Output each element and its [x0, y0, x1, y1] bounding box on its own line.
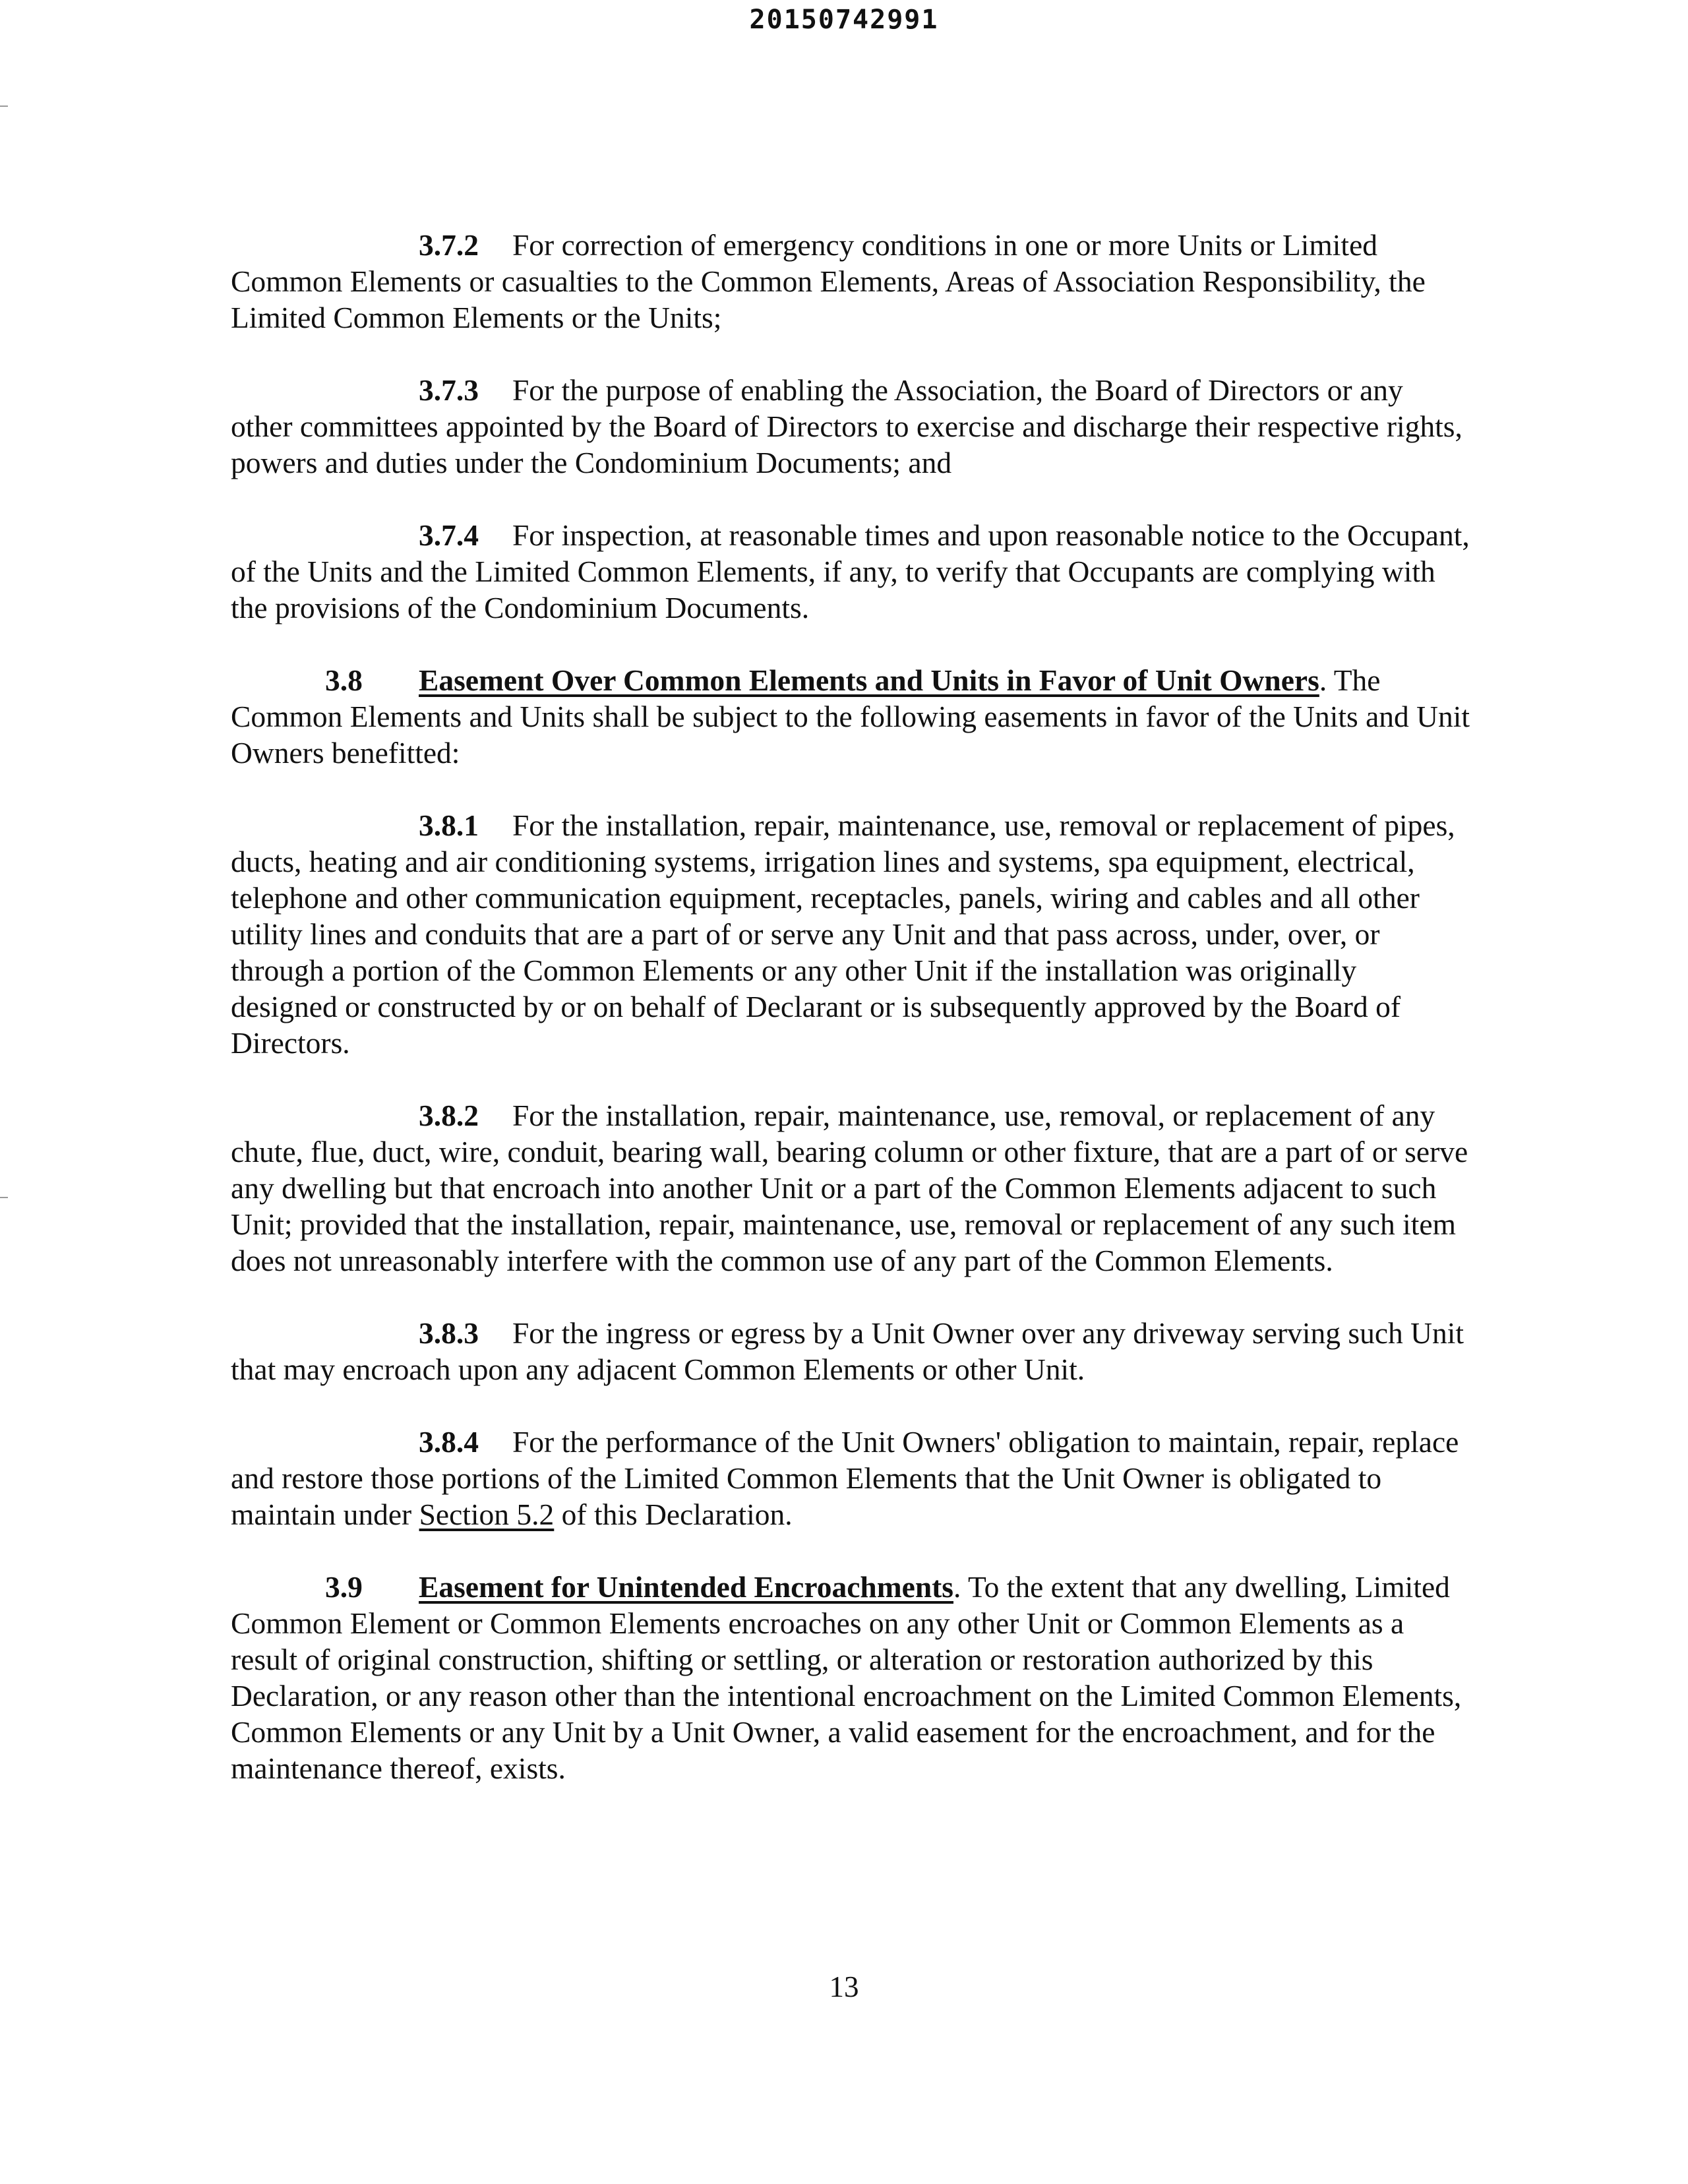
- section-number: 3.8.4: [419, 1425, 479, 1459]
- section-3-9: 3.9 Easement for Unintended Encroachments. To the extent that any dwelling, Limited Common Element or Common Elements encroaches on any other Unit or Common Elements as a result of original construction, shifting or settling, or alteration or restoration authorized by this Declaration, or any reason other than the intentional encroachment on the Limited Common Elements, Common Elements or any Unit by a Unit Owner, a valid easement for the encroachment, and for the maintenance thereof, exists.: [231, 1570, 1462, 1785]
- section-text: For the performance of the Unit Owners' obligation to maintain, repair, replace and restore those portions of the Limited Common Elements that the Unit Owner is obligated to maintain under: [231, 1425, 1459, 1531]
- section-number: 3.9: [325, 1570, 363, 1604]
- section-heading: Easement Over Common Elements and Units in Favor of Unit Owners: [419, 663, 1319, 697]
- section-text: For the installation, repair, maintenance, use, removal or replacement of pipes, ducts, heating and air conditioning systems, irrigation lines and systems, spa equipment, electrical, telephone and other communication equipment, receptacles, panels, wiring and cables and all other utility lines and conduits that are a part of or serve any Unit and that pass across, under, over, or through a portion of the Common Elements or any other Unit if the installation was originally designed or constructed by or on behalf of Declarant or is subsequently approved by the Board of Directors.: [231, 808, 1455, 1060]
- section-number: 3.7.2: [419, 228, 479, 262]
- scan-edge-mark: [0, 106, 8, 107]
- section-text: For correction of emergency conditions in one or more Units or Limited Common Elements or casualties to the Common Elements, Areas of Association Responsibility, the Limited Common Elements or the Units;: [231, 228, 1426, 334]
- section-reference: Section 5.2: [419, 1498, 555, 1531]
- section-3-8-3: [231, 1315, 1470, 1387]
- section-number: 3.7.4: [419, 518, 479, 552]
- section-number: 3.7.3: [419, 373, 479, 407]
- section-3-8-2: [231, 1097, 1470, 1279]
- section-number: 3.8.1: [419, 808, 479, 842]
- section-3-8-1: [231, 807, 1470, 1061]
- section-3-7-2: [231, 227, 1470, 336]
- section-3-7-4: [231, 517, 1470, 626]
- section-text: For the purpose of enabling the Association, the Board of Directors or any other committees appointed by the Board of Directors to exercise and discharge their respective rights, powers and duties under the Condominium Documents; and: [231, 373, 1462, 479]
- section-3-7-3: [231, 372, 1470, 481]
- section-text: To the extent that any dwelling, Limited Common Element or Common Elements encroaches on any other Unit or Common Elements as a result of original construction, shifting or settling, or alteration or restoration authorized by this Declaration, or any reason other than the intentional encroachment on the Limited Common Elements, Common Elements or any Unit by a Unit Owner, a valid easement for the encroachment, and for the maintenance thereof, exists.: [231, 1570, 1462, 1785]
- section-heading: Easement for Unintended Encroachments: [419, 1570, 954, 1604]
- section-text: For the ingress or egress by a Unit Owner over any driveway serving such Unit that may encroach upon any adjacent Common Elements or other Unit.: [231, 1316, 1464, 1386]
- section-3-8-4: [231, 1424, 1470, 1532]
- scan-edge-mark: [0, 1197, 8, 1198]
- section-3-8: 3.8 Easement Over Common Elements and Units in Favor of Unit Owners. The Common Elements and Units shall be subject to the following easements in favor of the Units and Unit Owners benefitted:: [231, 663, 1470, 770]
- document-number: 20150742991: [749, 5, 939, 35]
- page-number: 13: [829, 1970, 859, 2003]
- document-body: [231, 227, 1470, 1823]
- section-text: For the installation, repair, maintenance, use, removal, or replacement of any chute, flue, duct, wire, conduit, bearing wall, bearing column or other fixture, that are a part of or serve any dwelling but that encroach into another Unit or a part of the Common Elements adjacent to such Unit; provided that the installation, repair, maintenance, use, removal or replacement of any such item does not unreasonably interfere with the common use of any part of the Common Elements.: [231, 1099, 1468, 1277]
- section-text: The Common Elements and Units shall be subject to the following easements in favor of the Units and Unit Owners benefitted:: [231, 663, 1470, 770]
- section-number: 3.8.3: [419, 1316, 479, 1350]
- section-text: For inspection, at reasonable times and upon reasonable notice to the Occupant, of the Units and the Limited Common Elements, if any, to verify that Occupants are complying with the provisions of the Condominium Documents.: [231, 518, 1470, 624]
- section-number: 3.8: [325, 663, 363, 697]
- section-number: 3.8.2: [419, 1099, 479, 1132]
- section-text-continued: of this Declaration.: [561, 1498, 793, 1531]
